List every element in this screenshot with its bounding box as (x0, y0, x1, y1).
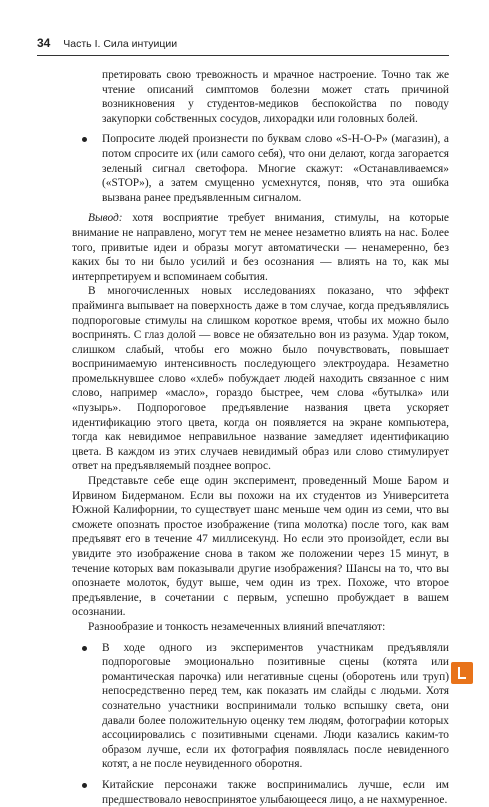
bullet-icon (82, 646, 87, 651)
bullet-text: В ходе одного из экспериментов участникам предъявляли подпороговые эмоционально позитивные сцены (котята или романтическая парочка) или негативные сцены (оборотень или труп) непосредственно перед тем, как показать им слайды с людьми. Хотя сознательно участники воспринимали только вспышку света, они давали более положительную оценку тем людям, фотографии которых ассоциировались с позитивными сценами. Люди казались каким-то образом лучше, если их фотография появлялась после невиденного котят, а не после неувиденного оборотня. (102, 641, 449, 771)
running-header (37, 36, 449, 50)
bullet-item (72, 132, 449, 205)
bullet-icon (82, 137, 87, 142)
bullet-item (72, 641, 449, 772)
paragraph-continuation: претировать свою тревожность и мрачное настроение. Точно так же чтение описаний симптомов болезни может стать причиной возникновения у студентов-медиков беспокойства по поводу закупорки собственных сосудов, лихорадки или головных болей. (102, 69, 449, 125)
bullet-text: Попросите людей произнести по буквам слово «S-H-O-P» (магазин), а потом спросите их (или самого себя), что они делают, когда загорается зеленый сигнал светофора. Многие скажут: «Останавливаемся» («STOP»), а затем смущенно усмехнутся, поняв, что эта ошибка вызвана ранее предъявленным сигналом. (102, 133, 449, 204)
paragraph-text: хотя восприятие требует внимания, стимулы, на которые внимание не направлено, могут тем не менее незаметно влиять на нас. Более того, привитые идеи и образы могут автоматически — ненамеренно, без каких бы то ни было усилий и без осознания — влиять на то, как мы интерпретируем и вспоминаем события. (72, 212, 449, 283)
page-body (72, 68, 449, 807)
header-rule (37, 55, 449, 56)
chapter-title: Часть I. Сила интуиции (63, 38, 178, 50)
bullet-icon (82, 783, 87, 788)
paragraph: В многочисленных новых исследованиях показано, что эффект прайминга выпывает на поверхность даже в том случае, когда предъявлялись подпороговые стимулы на слишком короткое время, чтобы их можно было воспринять. С глаз долой — вовсе не обязательно вон из разума. Удар током, слишком слабый, чтобы его можно было почувствовать, повышает воспринимаемую интенсивность последующего электроудара. Незаметно промелькнувшее слово «хлеб» побуждает людей находить связанное с ним слово, например «масло», гораздо быстрее, чем слова «бутылка» или «пузырь». Подпороговое предъявление названия цвета ускоряет идентификацию этого цвета, когда он появляется на экране компьютера, тогда как невидимое неправильное название замедляет идентификацию цвета. В каждом из этих случаев невидимый образ или слово стимулирует ответ на предъявляемый позднее вопрос. (72, 285, 449, 473)
paragraph: Разнообразие и тонкость незамеченных влияний впечатляют: (88, 620, 386, 633)
bullet-text: Китайские персонажи также воспринимались лучше, если им предшествовало невоспринятое улыбающееся лицо, а не нахмуренное. (102, 778, 449, 806)
page-number: 34 (37, 36, 51, 50)
litres-bookmark-icon[interactable] (451, 662, 473, 684)
conclusion-label: Вывод: (88, 212, 123, 225)
paragraph: Представьте себе еще один эксперимент, проведенный Моше Баром и Ирвином Бидерманом. Если вы похожи на их студентов из Университета Южной Калифорнии, то существует шанс меньше чем один из семи, что вы сможете опознать простое изображение (типа молотка) после того, как вам предъявят его в течение 47 миллисекунд. Но если это произойдет, если вы увидите это изображение снова в таком же положении через 15 минут, в течение которых вам показывали другие изображения? Шансы на то, что вы опознаете молоток, будут выше, чем один из трех. Похоже, что второе предъявление, в сочетании с первым, успешно пробуждает в вашем осознании. (72, 475, 449, 619)
bullet-item (72, 778, 449, 807)
paragraph (72, 211, 449, 284)
